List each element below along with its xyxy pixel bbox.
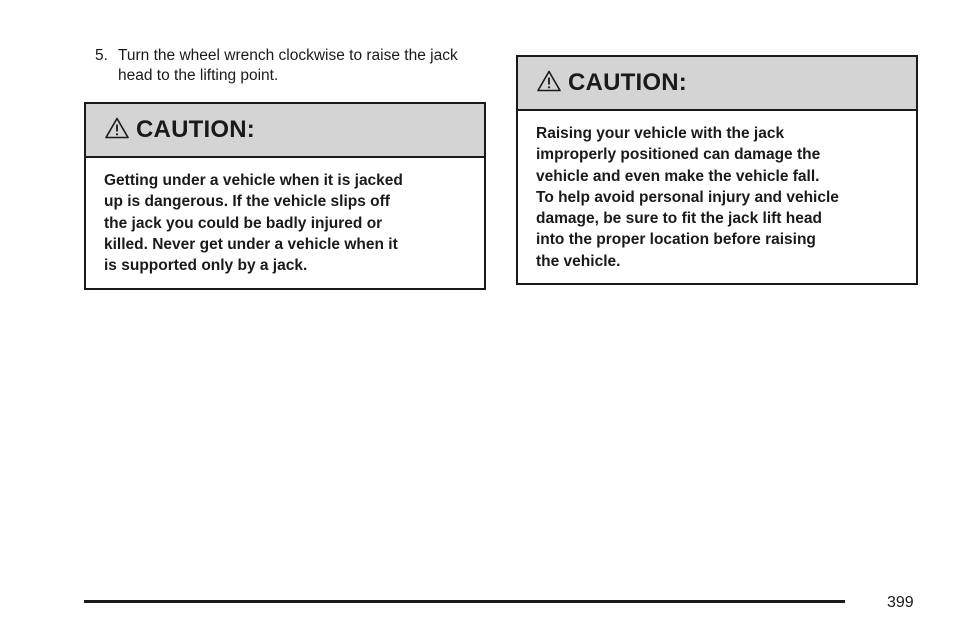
instruction-step-5 (95, 46, 490, 86)
page-number: 399 (887, 594, 914, 611)
caution-box-jack-danger (84, 102, 486, 290)
step-number: 5. (95, 47, 108, 64)
caution-line: Getting under a vehicle when it is jacked (104, 172, 403, 189)
caution-body (86, 158, 484, 276)
caution-line: To help avoid personal injury and vehicle (536, 188, 839, 206)
warning-triangle-icon (537, 70, 561, 92)
caution-line: up is dangerous. If the vehicle slips off (104, 193, 390, 211)
caution-line: improperly positioned can damage the (536, 146, 821, 164)
caution-line: the jack you could be badly injured or (104, 214, 383, 232)
caution-title: CAUTION: (136, 116, 255, 143)
step-text: Turn the wheel wrench clockwise to raise the jack head to the lifting point. (118, 47, 458, 84)
caution-header (86, 104, 484, 158)
caution-box-jack-position (516, 55, 918, 285)
caution-line: killed. Never get under a vehicle when it (104, 235, 398, 253)
caution-line: vehicle and even make the vehicle fall. (536, 167, 820, 185)
caution-line: the vehicle. (536, 252, 621, 270)
caution-line: is supported only by a jack. (104, 257, 308, 275)
warning-triangle-icon (105, 117, 129, 139)
caution-line: damage, be sure to fit the jack lift head (536, 210, 822, 228)
caution-line: Raising your vehicle with the jack (536, 125, 785, 142)
caution-line: into the proper location before raising (536, 231, 816, 249)
footer-divider (84, 600, 845, 603)
caution-title: CAUTION: (568, 69, 687, 96)
caution-header (518, 57, 916, 111)
caution-body (518, 111, 916, 272)
